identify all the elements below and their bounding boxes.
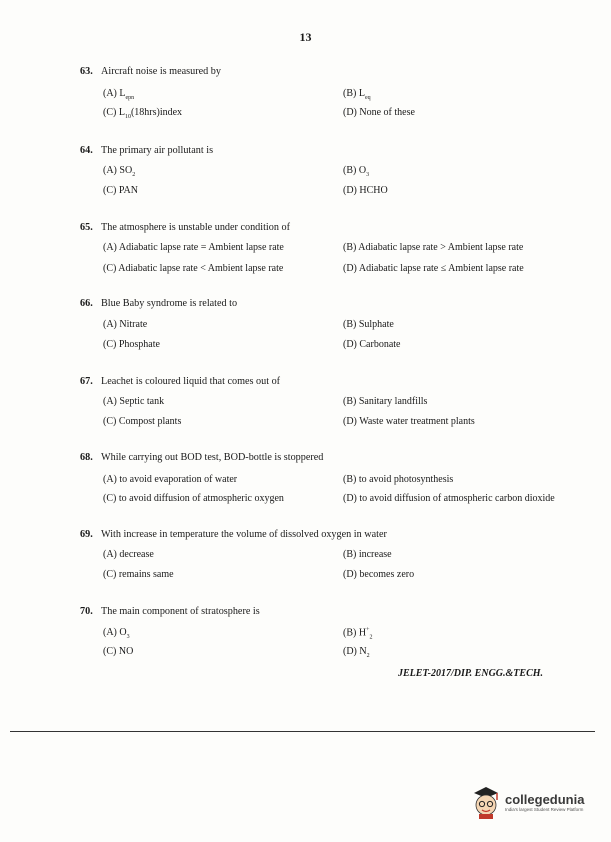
option-label: (A) <box>103 88 117 99</box>
option-subscript: 2 <box>132 172 136 178</box>
option-a <box>103 396 164 407</box>
page-number: 13 <box>299 30 312 44</box>
question-number: 69. <box>80 529 93 540</box>
option-subscript: 3 <box>126 634 130 640</box>
option-label: (B) <box>343 549 357 560</box>
option-text: Sanitary landfills <box>358 396 428 407</box>
option-text: to avoid photosynthesis <box>358 474 454 485</box>
option-label: (B) <box>343 88 357 99</box>
option-c <box>103 416 181 427</box>
option-subscript: eq <box>364 95 371 101</box>
option-c <box>103 569 174 580</box>
question-number: 65. <box>80 222 93 233</box>
question-text: The primary air pollutant is <box>101 145 214 156</box>
option-text: Adiabatic lapse rate = Ambient lapse rate <box>118 242 284 253</box>
option-subscript: 3 <box>366 172 370 178</box>
option-label: (C) <box>103 646 117 657</box>
option-c <box>103 493 284 504</box>
option-text: NO <box>118 646 134 657</box>
option-b <box>343 549 392 560</box>
option-d <box>343 493 555 504</box>
option-text: SO <box>119 165 133 176</box>
option-text: PAN <box>118 185 138 196</box>
option-c <box>103 646 133 657</box>
option-label: (B) <box>343 396 357 407</box>
option-a <box>103 165 135 178</box>
option-text: Waste water treatment plants <box>359 416 475 427</box>
option-text: HCHO <box>359 185 388 196</box>
option-label: (C) <box>103 339 117 350</box>
option-text: O <box>358 165 367 176</box>
option-label: (A) <box>103 627 117 638</box>
option-label: (D) <box>343 339 357 350</box>
question-text: Aircraft noise is measured by <box>101 66 221 77</box>
option-label: (D) <box>343 646 357 657</box>
option-a <box>103 549 154 560</box>
option-text: Nitrate <box>119 319 148 330</box>
option-d <box>343 185 388 196</box>
option-label: (B) <box>343 627 357 639</box>
option-label: (C) <box>103 263 117 274</box>
option-text: to avoid diffusion of atmospheric oxygen <box>118 493 284 504</box>
option-d <box>343 646 370 659</box>
question-text: The atmosphere is unstable under condition of <box>101 222 290 233</box>
option-a <box>103 319 147 330</box>
option-label: (B) <box>343 319 357 330</box>
option-text: increase <box>358 549 392 560</box>
question-number: 67. <box>80 376 93 387</box>
option-text: Septic tank <box>119 396 165 407</box>
question-number: 66. <box>80 298 93 309</box>
option-label: (D) <box>343 263 357 274</box>
option-d <box>343 263 524 274</box>
option-b <box>343 627 372 640</box>
option-text: L <box>119 88 126 99</box>
option-text: Adiabatic lapse rate < Ambient lapse rate <box>118 263 284 274</box>
option-d <box>343 569 414 580</box>
option-a <box>103 474 237 485</box>
exam-code: JELET-2017/DIP. ENGG.&TECH. <box>398 668 544 679</box>
option-label: (C) <box>103 107 117 118</box>
question-text: While carrying out BOD test, BOD-bottle is stoppered <box>101 452 324 463</box>
option-text: O <box>119 627 127 638</box>
option-label: (B) <box>343 165 357 176</box>
collegedunia-logo <box>470 785 584 819</box>
option-label: (C) <box>103 569 117 580</box>
option-text: remains same <box>118 569 174 580</box>
option-text: Adiabatic lapse rate ≤ Ambient lapse rate <box>358 263 524 274</box>
option-label: (D) <box>343 107 357 118</box>
option-superscript: + <box>366 627 370 633</box>
option-label: (D) <box>343 569 357 580</box>
option-b <box>343 88 371 101</box>
question-number: 70. <box>80 606 93 617</box>
logo-brand: collegedunia <box>505 792 585 807</box>
question-text: Leachet is coloured liquid that comes out of <box>101 376 281 387</box>
option-subscript: epn <box>125 95 135 101</box>
option-label: (A) <box>103 319 117 330</box>
option-b <box>343 474 453 485</box>
option-c <box>103 185 138 196</box>
option-d <box>343 107 415 118</box>
question-text: Blue Baby syndrome is related to <box>101 298 238 309</box>
option-d <box>343 416 475 427</box>
option-label: (A) <box>103 549 117 560</box>
option-label: (A) <box>103 474 117 485</box>
option-text: H <box>358 627 367 639</box>
option-label: (A) <box>103 396 117 407</box>
option-b <box>343 165 369 178</box>
question-text: The main component of stratosphere is <box>101 606 260 617</box>
option-text: L <box>118 107 125 118</box>
option-text: Adiabatic lapse rate > Ambient lapse rate <box>358 242 524 253</box>
option-label: (B) <box>343 474 357 485</box>
option-b <box>343 319 394 330</box>
option-text: Carbonate <box>359 339 401 350</box>
question-number: 68. <box>80 452 93 463</box>
option-text: Phosphate <box>118 339 160 350</box>
option-label: (B) <box>343 242 357 253</box>
option-b <box>343 242 523 253</box>
option-d <box>343 339 400 350</box>
option-label: (C) <box>103 416 117 427</box>
option-text: Compost plants <box>118 416 182 427</box>
option-label: (D) <box>343 185 357 196</box>
option-a <box>103 88 134 101</box>
question-number: 63. <box>80 66 93 77</box>
option-label: (C) <box>103 185 117 196</box>
option-text: decrease <box>119 549 154 560</box>
option-c <box>103 263 283 274</box>
footer-divider <box>10 731 595 732</box>
question-number: 64. <box>80 145 93 156</box>
question-text: With increase in temperature the volume of dissolved oxygen in water <box>101 529 387 540</box>
option-a <box>103 627 130 640</box>
option-text: None of these <box>359 107 415 118</box>
option-text: L <box>358 88 365 99</box>
logo-tagline: India's largest Student Review Platform <box>505 807 584 812</box>
option-b <box>343 396 427 407</box>
option-label: (A) <box>103 165 117 176</box>
option-tail: (18hrs)index <box>130 107 183 118</box>
option-text: N <box>359 646 367 657</box>
option-c <box>103 339 160 350</box>
option-subscript: 2 <box>366 653 370 659</box>
option-label: (D) <box>343 493 357 504</box>
option-label: (C) <box>103 493 117 504</box>
option-text: to avoid evaporation of water <box>119 474 238 485</box>
option-label: (D) <box>343 416 357 427</box>
mascot-icon <box>470 785 502 819</box>
option-text: to avoid diffusion of atmospheric carbon dioxide <box>359 493 555 504</box>
option-c <box>103 107 182 120</box>
option-a <box>103 242 284 253</box>
option-label: (A) <box>103 242 117 253</box>
option-text: Sulphate <box>358 319 394 330</box>
option-text: becomes zero <box>359 569 415 580</box>
option-subscript: 10 <box>124 114 131 120</box>
option-subscript: 2 <box>369 634 373 641</box>
